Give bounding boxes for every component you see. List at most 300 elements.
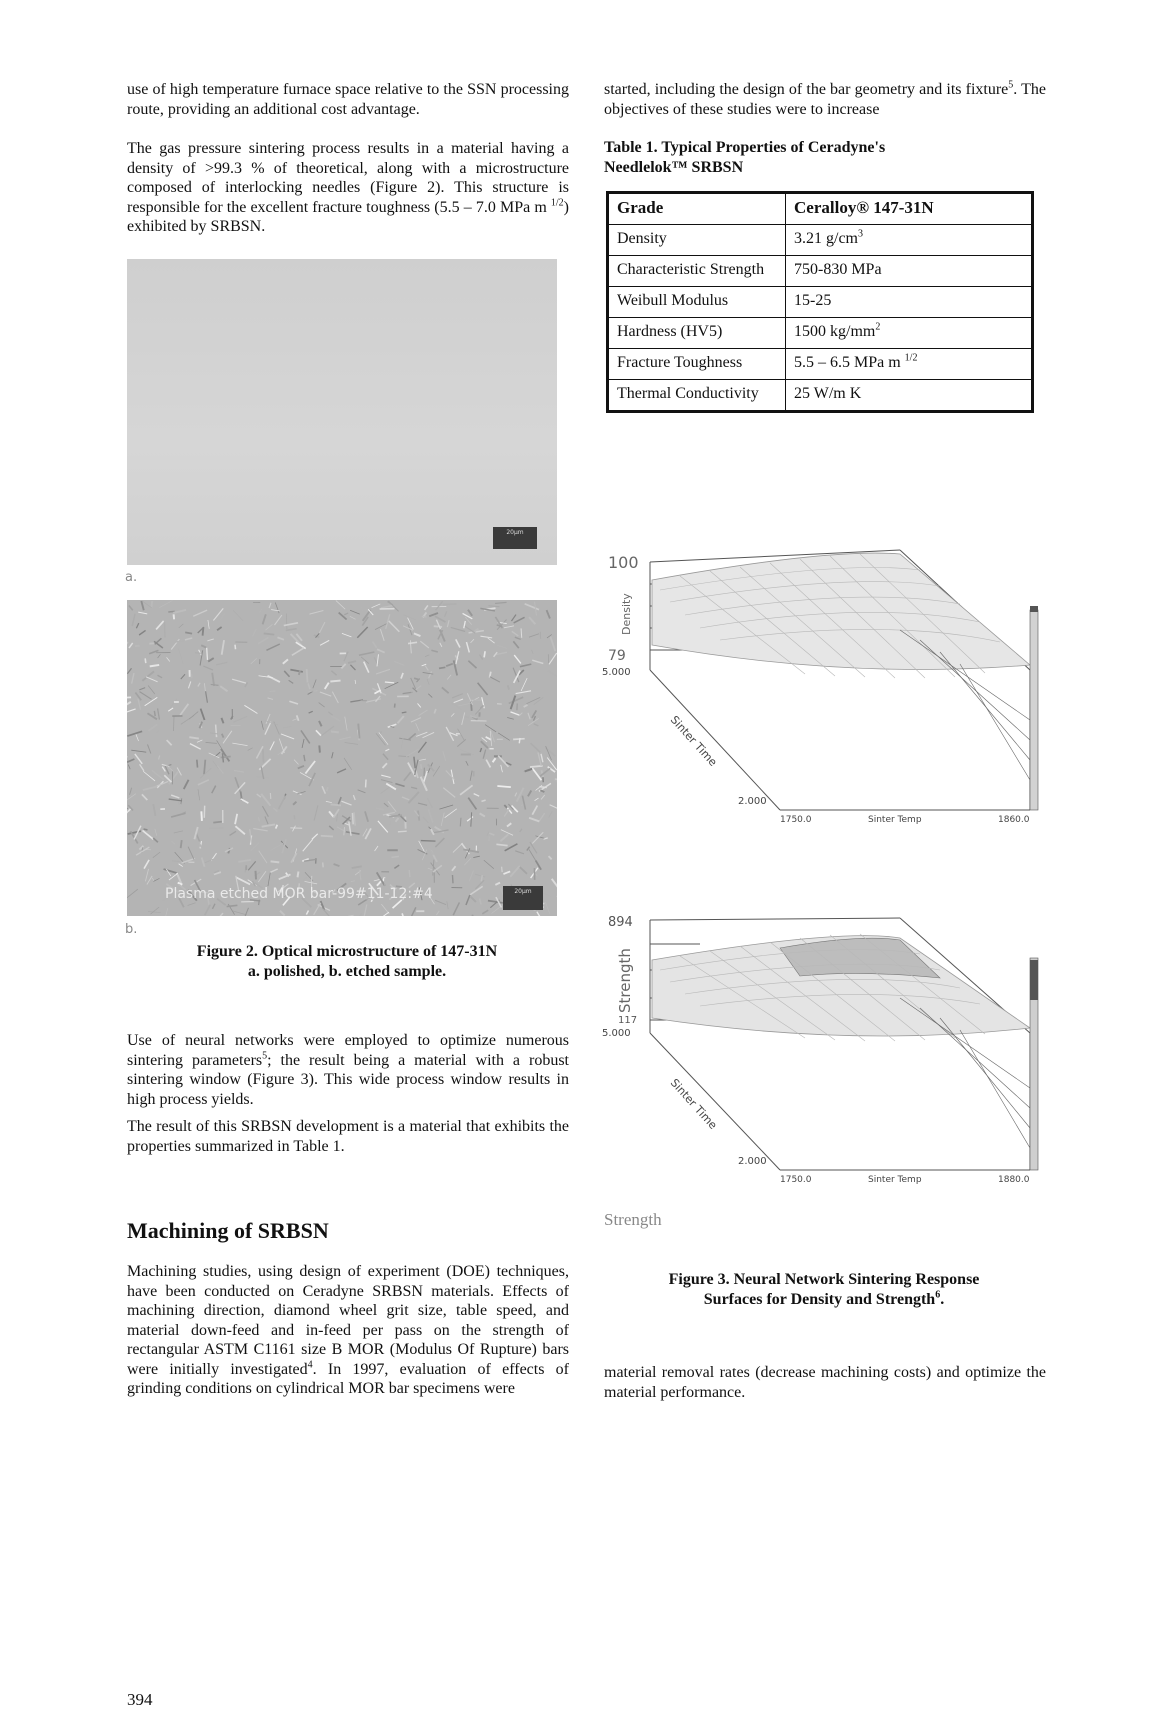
needle-texture-stroke	[279, 739, 284, 753]
needle-texture-stroke	[290, 670, 302, 672]
needle-texture-stroke	[325, 683, 329, 689]
needle-texture-stroke	[270, 843, 284, 851]
needle-texture-stroke	[319, 622, 325, 633]
needle-texture-stroke	[308, 683, 310, 689]
needle-texture-stroke	[148, 724, 157, 730]
needle-texture-stroke	[213, 913, 223, 916]
needle-texture-stroke	[258, 817, 259, 821]
needle-texture-stroke	[217, 740, 225, 752]
needle-texture-stroke	[180, 704, 188, 715]
needle-texture-stroke	[334, 809, 339, 817]
needle-texture-stroke	[280, 911, 285, 916]
needle-texture-stroke	[322, 786, 325, 794]
needle-texture-stroke	[535, 798, 539, 801]
density-time-label: Sinter Time	[667, 713, 720, 769]
needle-texture-stroke	[201, 709, 205, 720]
needle-texture-stroke	[337, 827, 347, 833]
needle-texture-stroke	[262, 824, 275, 826]
table-header-cell: Grade	[608, 193, 786, 225]
needle-texture-stroke	[375, 624, 386, 630]
table-row	[608, 287, 1033, 318]
paragraph-gas-pressure-sintering: The gas pressure sintering process results in a material having a density of >99.3 % of theoretical, along with a microstructure composed of interlocking needles (Figure 2). This structure is responsible for the excellent fracture toughness (5.5 – 7.0 MPa m $^{1/2}$) exhibited by SRBSN.	[127, 140, 569, 235]
needle-texture-stroke	[421, 777, 427, 791]
needle-texture-stroke	[227, 905, 238, 906]
table-cell-value: 3.21 $g/cm^3$	[786, 225, 1033, 256]
needle-texture-stroke	[251, 843, 259, 851]
needle-texture-stroke	[222, 640, 224, 655]
needle-texture-stroke	[287, 872, 291, 873]
needle-texture-stroke	[398, 716, 404, 723]
needle-texture-stroke	[303, 877, 307, 880]
scale-bar: 20μm	[503, 886, 543, 910]
needle-texture-stroke	[144, 860, 149, 869]
needle-texture-stroke	[198, 789, 200, 800]
needle-texture-stroke	[443, 788, 455, 798]
needle-texture-stroke	[532, 768, 541, 780]
needle-texture-stroke	[482, 738, 487, 742]
needle-texture-stroke	[355, 680, 356, 684]
needle-texture-stroke	[143, 771, 155, 781]
needle-texture-stroke	[500, 834, 508, 841]
needle-texture-stroke	[235, 645, 236, 650]
needle-texture-stroke	[510, 866, 520, 877]
needle-texture-stroke	[345, 717, 347, 731]
needle-texture-stroke	[144, 829, 148, 830]
needle-texture-stroke	[554, 779, 557, 789]
needle-texture-stroke	[389, 621, 400, 632]
needle-texture-stroke	[332, 752, 333, 758]
needle-texture-stroke	[127, 809, 130, 815]
needle-texture-stroke	[270, 869, 277, 872]
needle-texture-stroke	[314, 903, 321, 915]
paragraph-started: started, including the design of the bar geometry and its fixture$^5$. The objectives of these studies were to increase	[604, 79, 1046, 118]
density-response-surface	[600, 540, 1050, 830]
needle-texture-stroke	[346, 832, 360, 834]
needle-texture-stroke	[142, 601, 151, 608]
needle-texture-stroke	[353, 795, 355, 800]
needle-texture-stroke	[145, 869, 148, 881]
density-temp-label: Sinter Temp	[868, 815, 922, 825]
table-cell-value: 750-830 MPa	[786, 256, 1033, 287]
needle-texture-stroke	[516, 691, 531, 694]
needle-texture-stroke	[550, 805, 557, 810]
strength-time-max: 5.000	[602, 1028, 631, 1039]
needle-texture-stroke	[142, 831, 153, 840]
needle-texture-stroke	[512, 631, 519, 636]
needle-texture-stroke	[419, 759, 426, 760]
needle-texture-stroke	[140, 764, 144, 771]
needle-texture-stroke	[406, 749, 419, 757]
needle-texture-stroke	[136, 623, 138, 628]
needle-texture-stroke	[301, 730, 310, 743]
needle-texture-stroke	[221, 718, 223, 723]
needle-texture-stroke	[208, 620, 209, 629]
needle-texture-stroke	[402, 712, 407, 713]
needle-texture-stroke	[384, 803, 388, 807]
needle-texture-stroke	[385, 749, 389, 751]
needle-texture-stroke	[411, 787, 417, 788]
needle-texture-stroke	[263, 749, 264, 763]
needle-texture-stroke	[307, 669, 308, 683]
needle-texture-stroke	[398, 831, 407, 832]
needle-texture-stroke	[158, 675, 163, 678]
table-cell-value: 5.5 – 6.5 MPa m $^{1/2}$	[786, 349, 1033, 380]
needle-texture-stroke	[201, 811, 202, 821]
needle-texture-stroke	[297, 715, 299, 721]
needle-texture-stroke	[478, 683, 488, 695]
needle-texture-stroke	[428, 809, 432, 823]
needle-texture-stroke	[203, 627, 204, 635]
needle-texture-stroke	[466, 642, 469, 652]
needle-texture-stroke	[129, 605, 133, 610]
needle-texture-stroke	[236, 877, 250, 884]
density-temp-min: 1750.0	[780, 815, 812, 825]
needle-texture-stroke	[349, 821, 351, 835]
needle-texture-stroke	[366, 699, 381, 702]
needle-texture-stroke	[466, 761, 468, 765]
needle-texture-stroke	[441, 813, 444, 826]
needle-texture-stroke	[541, 754, 543, 762]
needle-texture-stroke	[532, 650, 534, 654]
needle-texture-stroke	[358, 724, 359, 739]
needle-texture-stroke	[233, 716, 247, 722]
needle-texture-stroke	[468, 798, 476, 810]
strength-plot-label: Strength	[604, 1210, 662, 1229]
needle-texture-stroke	[361, 605, 366, 617]
needle-texture-stroke	[414, 678, 419, 680]
needle-texture-stroke	[283, 659, 288, 663]
needle-texture-stroke	[296, 642, 306, 648]
needle-texture-stroke	[286, 629, 297, 631]
needle-texture-stroke	[395, 784, 404, 787]
needle-texture-stroke	[408, 792, 419, 803]
needle-texture-stroke	[404, 772, 411, 781]
needle-texture-stroke	[428, 694, 432, 698]
needle-texture-stroke	[372, 604, 381, 608]
needle-texture-stroke	[468, 610, 472, 616]
needle-texture-stroke	[528, 790, 531, 796]
needle-texture-stroke	[549, 812, 553, 818]
needle-texture-stroke	[156, 730, 160, 733]
needle-texture-stroke	[264, 633, 275, 634]
needle-texture-stroke	[331, 671, 336, 675]
needle-texture-stroke	[452, 875, 453, 883]
needle-texture-stroke	[482, 910, 488, 914]
needle-texture-stroke	[202, 858, 205, 867]
needle-texture-stroke	[266, 624, 273, 630]
needle-texture-stroke	[483, 750, 486, 759]
needle-texture-stroke	[480, 636, 492, 638]
density-z-min: 79	[608, 648, 626, 664]
table-cell-property: Density	[608, 225, 786, 256]
needle-texture-stroke	[321, 836, 333, 837]
needle-texture-stroke	[511, 712, 520, 715]
needle-texture-stroke	[139, 688, 145, 690]
needle-texture-stroke	[396, 818, 399, 822]
needle-texture-stroke	[330, 681, 340, 682]
needle-texture-stroke	[495, 883, 500, 885]
needle-texture-stroke	[139, 630, 145, 635]
needle-texture-stroke	[169, 799, 182, 801]
paragraph-neural-networks: Use of neural networks were employed to optimize numerous sintering parameters$^5$; the result being a material with a robust sintering window (Figure 3). This wide process window results in high process yields.	[127, 1032, 569, 1108]
needle-texture-stroke	[284, 671, 289, 677]
needle-texture-stroke	[486, 760, 490, 768]
needle-texture-stroke	[447, 901, 448, 909]
needle-texture-stroke	[230, 831, 236, 835]
needle-texture-stroke	[457, 739, 465, 746]
needle-texture-stroke	[156, 621, 164, 629]
needle-texture-stroke	[211, 684, 219, 685]
needle-texture-stroke	[445, 809, 457, 818]
needle-texture-stroke	[447, 675, 451, 680]
needle-texture-stroke	[259, 851, 267, 863]
needle-texture-stroke	[241, 799, 249, 803]
table-header-cell: Ceralloy® 147-31N	[786, 193, 1033, 225]
needle-texture-stroke	[539, 787, 546, 788]
scale-bar: 20μm	[493, 527, 537, 549]
needle-texture-stroke	[127, 808, 128, 810]
needle-texture-stroke	[221, 613, 225, 620]
needle-texture-stroke	[401, 673, 403, 679]
needle-texture-stroke	[480, 898, 482, 904]
needle-texture-stroke	[530, 842, 537, 853]
table-row	[608, 256, 1033, 287]
needle-texture-stroke	[313, 680, 316, 689]
needle-texture-stroke	[402, 797, 409, 800]
needle-texture-stroke	[132, 673, 134, 684]
needle-texture-stroke	[410, 684, 412, 693]
needle-texture-stroke	[411, 718, 421, 722]
needle-texture-stroke	[378, 821, 388, 833]
needle-texture-stroke	[175, 641, 185, 642]
needle-texture-stroke	[138, 699, 141, 710]
needle-texture-stroke	[142, 794, 147, 800]
needle-texture-stroke	[312, 834, 318, 839]
needle-texture-stroke	[513, 739, 525, 740]
needle-texture-stroke	[170, 699, 177, 708]
needle-texture-stroke	[277, 637, 284, 639]
needle-texture-stroke	[383, 763, 387, 768]
needle-texture-stroke	[268, 676, 280, 682]
needle-texture-stroke	[470, 771, 472, 781]
needle-texture-stroke	[143, 786, 157, 790]
needle-texture-stroke	[490, 677, 500, 682]
needle-texture-stroke	[480, 813, 485, 816]
strength-response-surface	[600, 898, 1050, 1188]
needle-texture-stroke	[402, 913, 404, 916]
needle-texture-stroke	[411, 640, 412, 653]
needle-texture-stroke	[460, 785, 473, 795]
needle-texture-stroke	[279, 874, 291, 879]
density-time-min: 2.000	[738, 796, 767, 807]
needle-texture-stroke	[140, 692, 152, 700]
needle-texture-stroke	[145, 658, 146, 663]
needle-texture-stroke	[443, 751, 446, 761]
needle-texture-stroke	[178, 648, 183, 663]
needle-texture-stroke	[431, 829, 434, 835]
needle-texture-stroke	[212, 904, 215, 909]
needle-texture-stroke	[336, 601, 345, 610]
needle-texture-stroke	[515, 637, 521, 639]
strength-temp-label: Sinter Temp	[868, 1175, 922, 1185]
needle-texture-stroke	[435, 838, 444, 847]
needle-texture-stroke	[197, 760, 198, 768]
needle-texture-stroke	[257, 794, 261, 797]
needle-texture-stroke	[342, 633, 352, 636]
needle-texture-stroke	[208, 658, 214, 662]
needle-texture-stroke	[427, 679, 429, 685]
needle-texture-stroke	[127, 668, 131, 673]
needle-texture-stroke	[205, 859, 214, 863]
needle-texture-stroke	[508, 685, 509, 689]
needle-texture-stroke	[162, 767, 165, 772]
needle-texture-stroke	[365, 811, 368, 821]
needle-texture-stroke	[357, 627, 367, 638]
needle-texture-stroke	[532, 806, 537, 815]
needle-texture-stroke	[434, 626, 442, 627]
needle-texture-stroke	[416, 732, 427, 736]
needle-texture-stroke	[248, 748, 253, 751]
needle-texture-stroke	[403, 692, 413, 693]
needle-texture-stroke	[263, 614, 266, 624]
paragraph-intro: use of high temperature furnace space relative to the SSN processing route, providing an additional cost advantage.	[127, 81, 569, 118]
needle-texture-stroke	[233, 911, 247, 915]
needle-texture-stroke	[531, 743, 541, 752]
needle-texture-stroke	[480, 705, 483, 708]
needle-texture-stroke	[445, 611, 447, 616]
needle-texture-stroke	[316, 730, 321, 735]
table-cell-property: Characteristic Strength	[608, 256, 786, 287]
needle-texture-stroke	[451, 702, 462, 710]
needle-texture-stroke	[165, 908, 168, 916]
density-temp-max: 1860.0	[998, 815, 1030, 825]
needle-texture-stroke	[309, 611, 323, 615]
needle-texture-stroke	[167, 657, 170, 661]
density-z-label: Density	[620, 593, 633, 635]
needle-texture-stroke	[222, 734, 224, 738]
needle-texture-stroke	[127, 642, 128, 649]
needle-texture-stroke	[223, 731, 232, 744]
table-cell-property: Hardness (HV5)	[608, 318, 786, 349]
needle-texture-stroke	[422, 616, 427, 617]
needle-texture-stroke	[127, 709, 136, 714]
needle-texture-stroke	[440, 643, 442, 647]
table-1-title: Table 1. Typical Properties of Ceradyne's Needlelok™ SRBSN	[604, 139, 886, 176]
needle-texture-stroke	[488, 901, 503, 903]
needle-texture-stroke	[153, 878, 159, 881]
needle-texture-stroke	[474, 794, 480, 797]
needle-texture-stroke	[337, 769, 346, 773]
needle-texture-stroke	[495, 602, 507, 603]
needle-texture-stroke	[181, 674, 185, 679]
needle-texture-stroke	[319, 745, 320, 752]
needle-texture-stroke	[271, 861, 280, 862]
table-header-row	[608, 193, 1033, 225]
needle-texture-stroke	[320, 692, 331, 696]
needle-texture-stroke	[189, 712, 198, 720]
needle-texture-stroke	[471, 897, 476, 902]
needle-texture-stroke	[222, 753, 223, 762]
needle-texture-stroke	[189, 737, 199, 738]
needle-texture-stroke	[452, 694, 463, 698]
needle-texture-stroke	[127, 702, 131, 708]
needle-texture-stroke	[488, 638, 495, 643]
needle-texture-stroke	[547, 610, 550, 618]
needle-texture-stroke	[291, 853, 296, 862]
needle-texture-stroke	[309, 691, 318, 692]
needle-texture-stroke	[148, 911, 161, 912]
needle-texture-stroke	[421, 841, 436, 842]
needle-texture-stroke	[153, 804, 155, 816]
needle-texture-stroke	[339, 915, 353, 916]
needle-texture-stroke	[376, 669, 390, 674]
needle-texture-stroke	[150, 665, 159, 666]
needle-texture-stroke	[235, 814, 237, 824]
needle-texture-stroke	[436, 911, 439, 915]
micrograph-polished	[127, 259, 557, 565]
needle-texture-stroke	[284, 623, 298, 626]
needle-texture-stroke	[130, 788, 132, 795]
table-row	[608, 380, 1033, 412]
needle-texture-stroke	[129, 643, 133, 648]
needle-texture-stroke	[292, 718, 297, 720]
micrograph-etched	[127, 600, 557, 916]
needle-texture-stroke	[153, 838, 158, 842]
needle-texture-stroke	[471, 915, 473, 916]
needle-texture-stroke	[321, 901, 325, 910]
needle-texture-stroke	[155, 829, 157, 836]
needle-texture-stroke	[467, 817, 473, 821]
needle-texture-stroke	[381, 775, 390, 777]
needle-texture-stroke	[451, 713, 454, 716]
needle-texture-stroke	[373, 642, 377, 648]
needle-texture-stroke	[496, 844, 507, 845]
needle-texture-stroke	[453, 902, 459, 915]
needle-texture-stroke	[529, 617, 535, 624]
needle-texture-stroke	[232, 679, 246, 683]
needle-texture-stroke	[488, 606, 499, 607]
needle-texture-stroke	[344, 613, 348, 615]
needle-texture-stroke	[469, 870, 473, 881]
needle-texture-stroke	[507, 823, 511, 826]
needle-texture-stroke	[158, 708, 160, 719]
needle-texture-stroke	[212, 673, 214, 686]
paragraph-removal-rates: material removal rates (decrease machining costs) and optimize the material performance.	[604, 1364, 1046, 1401]
needle-texture-stroke	[297, 791, 305, 794]
needle-texture-stroke	[207, 639, 213, 641]
needle-texture-stroke	[377, 649, 385, 652]
needle-texture-stroke	[152, 770, 164, 779]
needle-texture-stroke	[251, 658, 257, 664]
needle-texture-stroke	[529, 818, 539, 822]
table-cell-value: 15-25	[786, 287, 1033, 318]
needle-texture-stroke	[497, 786, 511, 787]
needle-texture-stroke	[338, 797, 341, 804]
needle-texture-stroke	[411, 678, 416, 689]
needle-texture-stroke	[549, 856, 552, 859]
needle-texture-stroke	[309, 711, 313, 713]
needle-texture-stroke	[429, 613, 438, 616]
needle-texture-stroke	[207, 648, 208, 660]
needle-texture-stroke	[515, 851, 524, 854]
needle-texture-stroke	[233, 610, 243, 621]
needle-texture-stroke	[181, 840, 182, 848]
table-cell-property: Fracture Toughness	[608, 349, 786, 380]
needle-texture-stroke	[411, 907, 416, 916]
needle-texture-stroke	[200, 768, 211, 778]
needle-texture-stroke	[329, 826, 333, 830]
needle-texture-stroke	[127, 731, 142, 736]
